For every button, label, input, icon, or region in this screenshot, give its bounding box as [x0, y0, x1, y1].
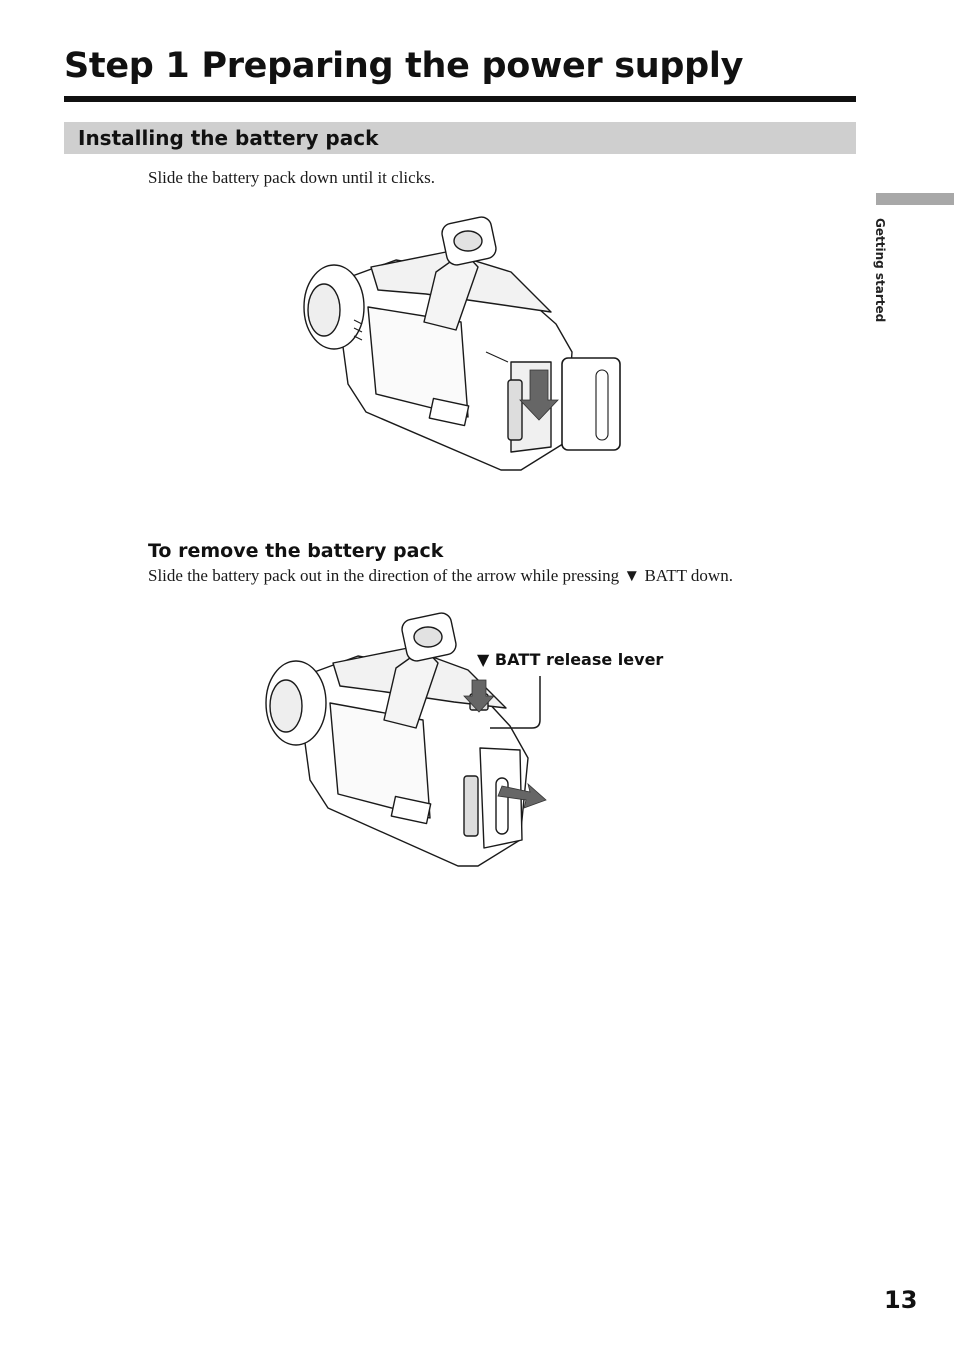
button-stack [508, 380, 522, 440]
section-bar [64, 122, 856, 154]
install-instruction: Slide the battery pack down until it clicks. [148, 168, 436, 187]
page-title: Step 1 Preparing the power supply [64, 46, 744, 86]
camcorder-remove-illustration [258, 608, 558, 878]
section-heading: Installing the battery pack [78, 126, 379, 150]
side-tab-label: Getting started [873, 218, 887, 323]
title-rule [64, 96, 856, 102]
page-number: 13 [884, 1286, 918, 1314]
camcorder-install-illustration [296, 212, 632, 482]
remove-instruction: Slide the battery pack out in the direction of the arrow while pressing ▼ BATT down. [148, 566, 733, 585]
remove-heading: To remove the battery pack [148, 540, 444, 562]
button-stack [464, 776, 478, 836]
batt-release-lever-callout: ▼ BATT release lever [477, 650, 664, 669]
side-tab-marker [876, 193, 954, 205]
battery-pack [562, 358, 620, 450]
